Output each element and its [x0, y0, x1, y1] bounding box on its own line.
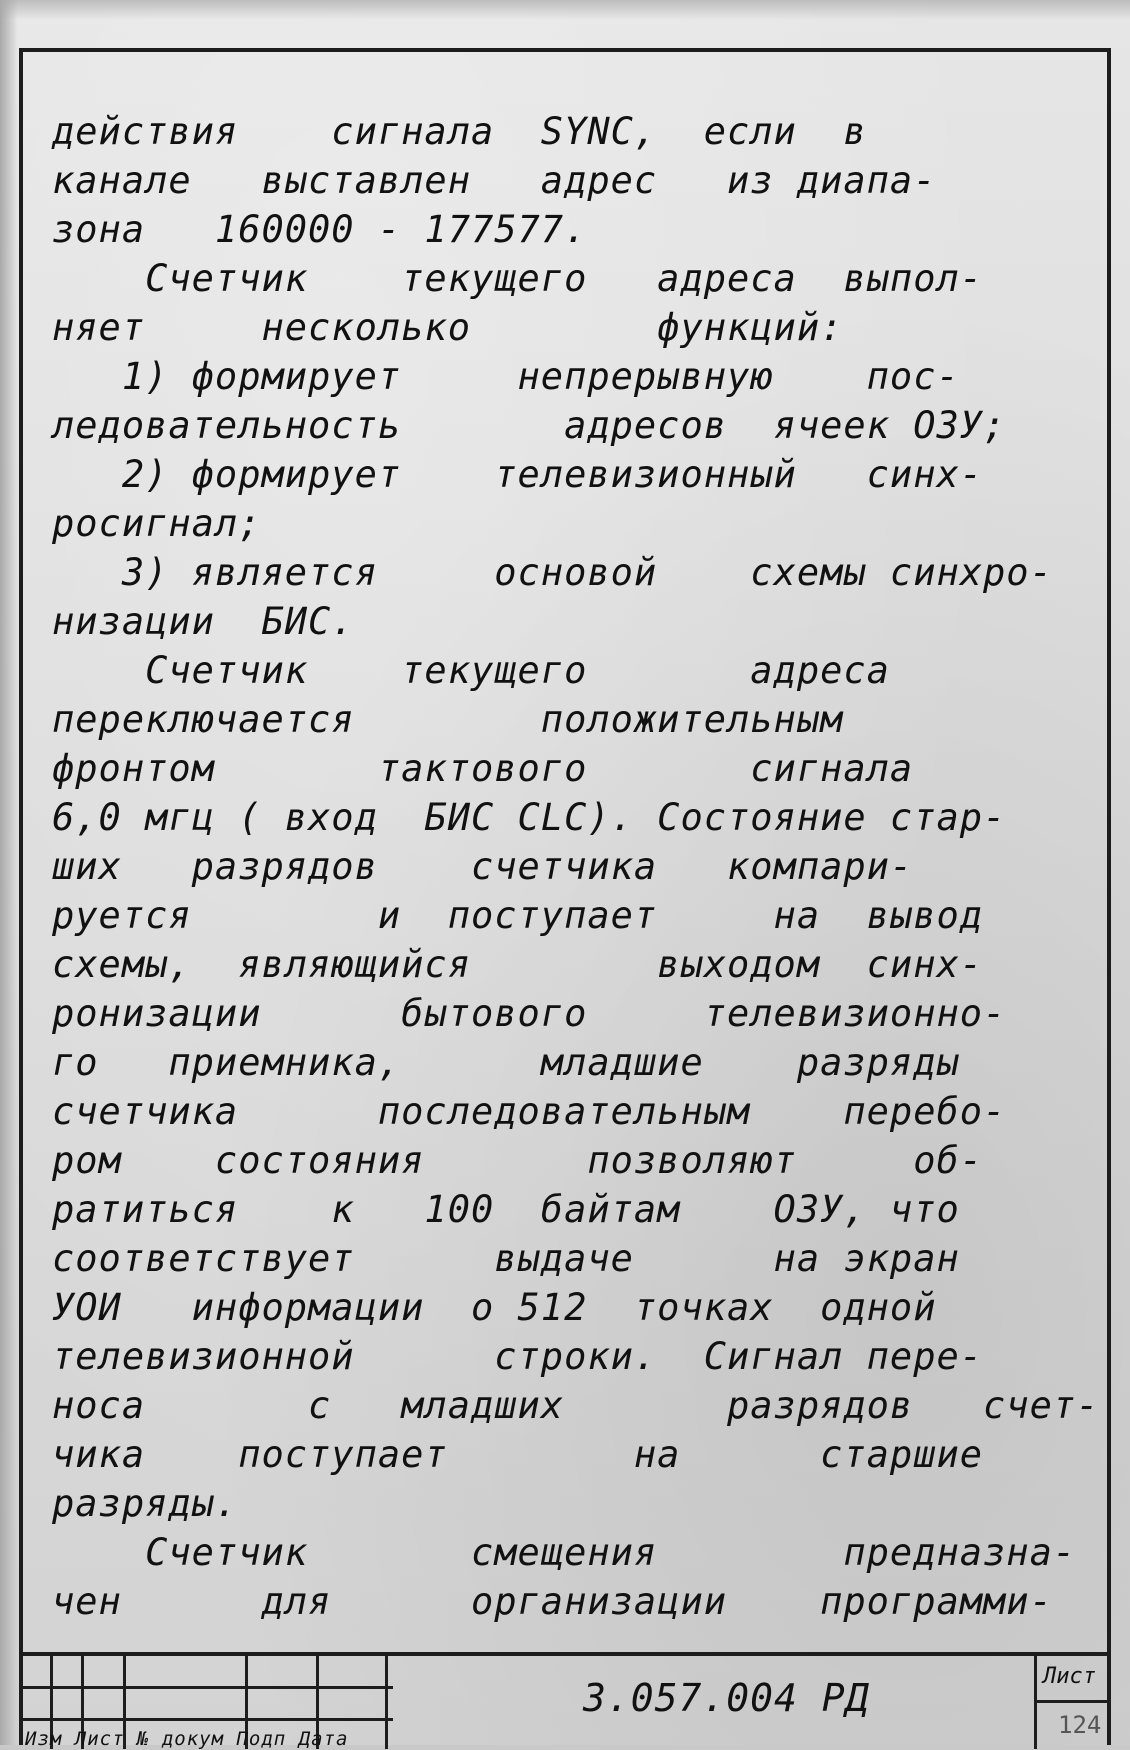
page-top-shadow — [0, 0, 1130, 20]
sheet-label: Лист — [1043, 1664, 1096, 1689]
sheet-number: 124 — [1058, 1711, 1102, 1739]
text-line: переключается положительным — [52, 698, 844, 741]
text-line: Счетчик текущего адреса — [52, 649, 890, 692]
text-line: схемы, являющийся выходом синх- — [52, 943, 984, 986]
text-line: 3) является основой схемы синхро- — [52, 551, 1053, 594]
text-line: телевизионной строки. Сигнал пере- — [52, 1335, 984, 1378]
text-line: 6,0 мгц ( вход БИС CLC). Состояние стар- — [52, 796, 1007, 839]
text-line: ших разрядов счетчика компари- — [52, 845, 914, 888]
revision-table-row-line — [23, 1718, 393, 1721]
revision-column-labels: Изм Лист № докум Подп Дата — [25, 1728, 349, 1750]
text-line: няет несколько функций: — [52, 306, 844, 349]
text-line: ром состояния позволяют об- — [52, 1139, 984, 1182]
text-line: канале выставлен адрес из диапа- — [52, 159, 937, 202]
text-line: ледовательность адресов ячеек ОЗУ; — [52, 404, 1007, 447]
text-line: ратиться к 100 байтам ОЗУ, что — [52, 1188, 960, 1231]
text-line: Счетчик смещения предназна- — [52, 1531, 1077, 1574]
text-line: руется и поступает на вывод — [52, 894, 984, 937]
text-line: действия сигнала SYNC, если в — [52, 110, 867, 153]
text-line: низации БИС. — [52, 600, 355, 643]
text-line: соответствует выдаче на экран — [52, 1237, 960, 1280]
text-line: Счетчик текущего адреса выпол- — [52, 257, 984, 300]
text-line: чика поступает на старшие — [52, 1433, 984, 1476]
page-left-shadow — [0, 0, 18, 1745]
text-line: счетчика последовательным перебо- — [52, 1090, 1007, 1133]
revision-table-divider — [385, 1656, 388, 1749]
text-line: 2) формирует телевизионный синх- — [52, 453, 984, 496]
revision-table-row-line — [23, 1686, 393, 1689]
text-line: ронизации бытового телевизионно- — [52, 992, 1007, 1035]
text-line: чен для организации программи- — [52, 1580, 1053, 1623]
text-line: носа с младших разрядов счет- — [52, 1384, 1100, 1427]
revision-table — [23, 1656, 393, 1749]
sheet-cell-line — [1034, 1700, 1107, 1703]
text-line: УОИ информации о 512 точках одной — [52, 1286, 937, 1329]
title-block — [23, 1652, 1107, 1750]
text-line: фронтом тактового сигнала — [52, 747, 914, 790]
text-line: разряды. — [52, 1482, 239, 1525]
document-code: 3.057.004 РД — [583, 1676, 870, 1720]
text-line: го приемника, младшие разряды — [52, 1041, 960, 1084]
text-line: 1) формирует непрерывную пос- — [52, 355, 960, 398]
text-line: зона 160000 - 177577. — [52, 208, 588, 251]
text-line: росигнал; — [52, 502, 262, 545]
